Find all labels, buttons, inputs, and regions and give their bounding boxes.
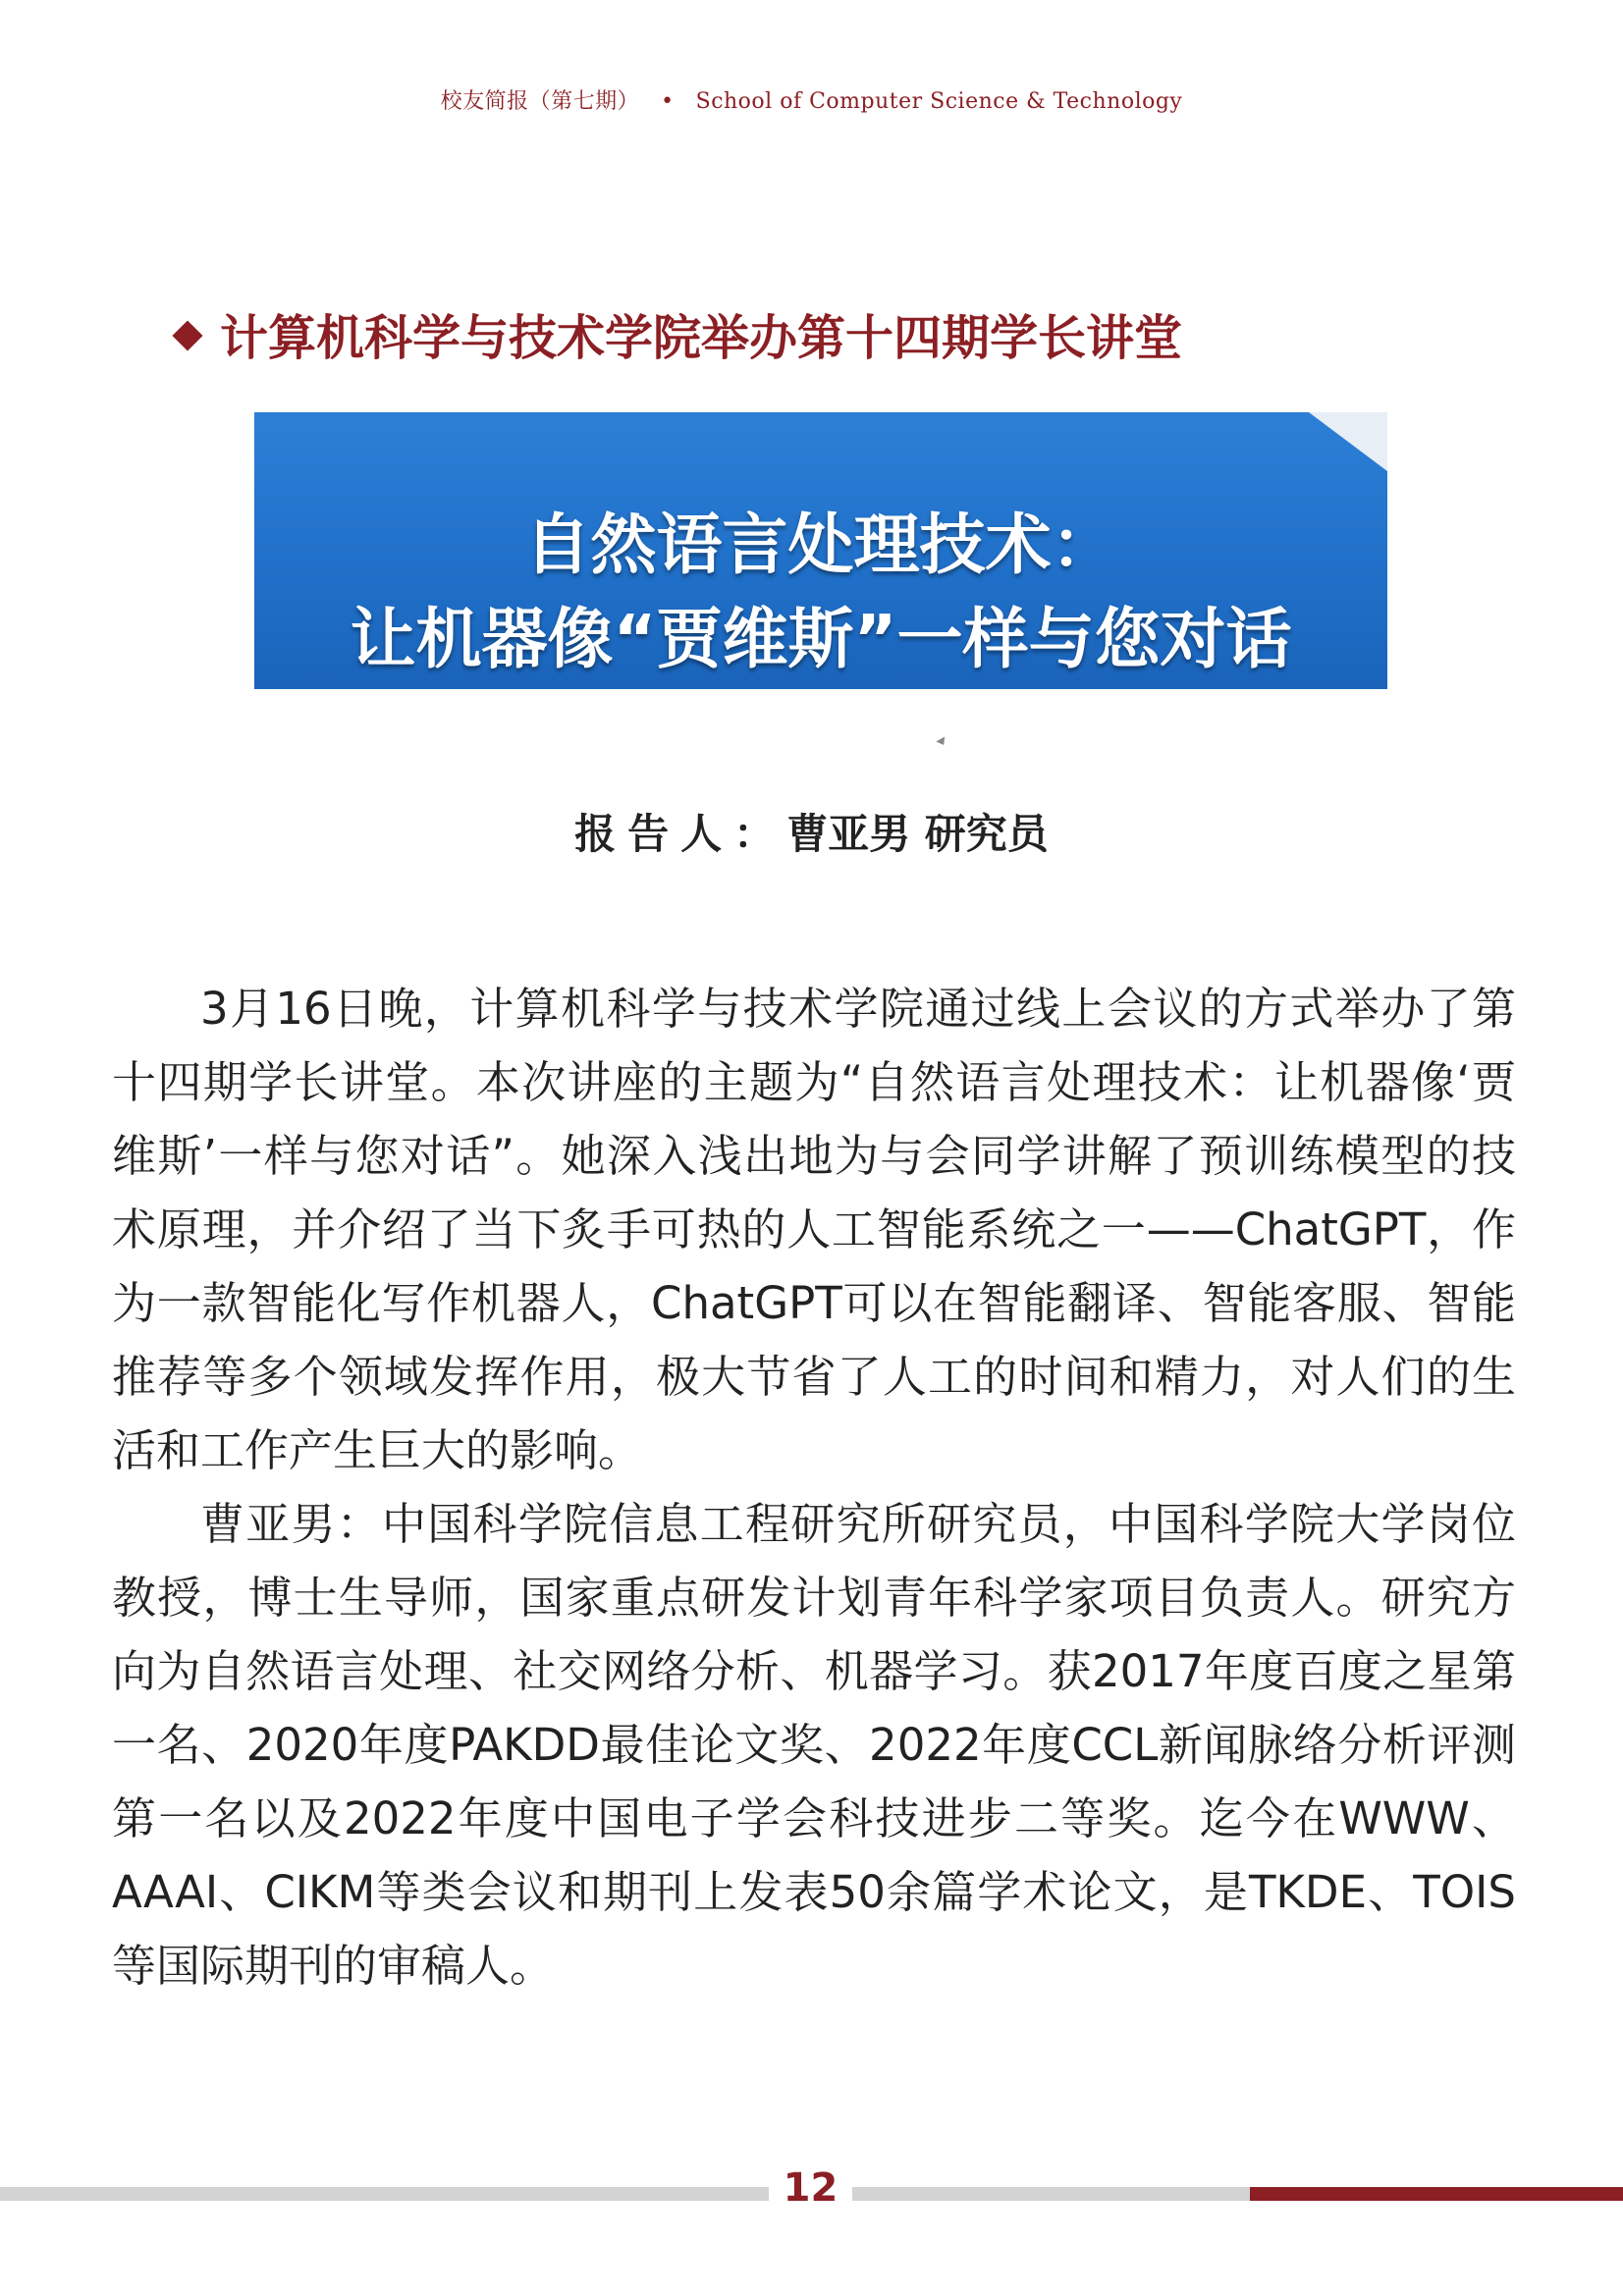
header-school-name: School of Computer Science & Technology [695, 89, 1183, 114]
lecture-banner-image [254, 412, 1387, 689]
banner-corner-fold [1309, 412, 1387, 471]
page-number: 12 [783, 2165, 839, 2211]
section-title-text: 计算机科学与技术学院举办第十四期学长讲堂 [220, 310, 1183, 366]
footer-rule-middle [852, 2187, 1250, 2201]
article-paragraph-1: 3月16日晚，计算机科学与技术学院通过线上会议的方式举办了第十四期学长讲堂。本次讲座的主题为“自然语言处理技术：让机器像‘贾维斯’一样与您对话”。她深入浅出地为与会同学讲解了预训练模型的技术原理，并介绍了当下炙手可热的人工智能系统之一——ChatGPT，作为一款智能化写作机器人，ChatGPT可以在智能翻译、智能客服、智能推荐等多个领域发挥作用，极大节省了人工的时间和精力，对人们的生活和工作产生巨大的影响。 [112, 983, 1516, 1476]
banner-line-1: 自然语言处理技术： [524, 507, 1117, 583]
running-header [0, 84, 1623, 115]
section-title [177, 300, 1453, 369]
speaker-label: 报告人： [574, 810, 787, 858]
header-journal-title: 校友简报（第七期） [440, 89, 640, 114]
article-paragraph-2: 曹亚男：中国科学院信息工程研究所研究员，中国科学院大学岗位教授，博士生导师，国家重点研发计划青年科学家项目负责人。研究方向为自然语言处理、社交网络分析、机器学习。获2017年度百度之星第一名、2020年度PAKDD最佳论文奖、2022年度CCL新闻脉络分析评测第一名以及2022年度中国电子学会科技进步二等奖。迄今在WWW、AAAI、CIKM等类会议和期刊上发表50余篇学术论文，是TKDE、TOIS等国际期刊的审稿人。 [112, 1498, 1516, 1992]
diamond-bullet-icon [172, 320, 202, 350]
mouse-cursor-icon [936, 736, 947, 747]
banner-line-2: 让机器像“贾维斯”一样与您对话 [350, 601, 1292, 677]
header-separator: • [661, 89, 675, 114]
footer-rule-left [0, 2187, 769, 2201]
footer-rule-accent [1250, 2187, 1623, 2201]
article-body [112, 972, 1516, 2002]
speaker-name: 曹亚男 研究员 [786, 810, 1049, 858]
speaker-line [0, 802, 1623, 861]
